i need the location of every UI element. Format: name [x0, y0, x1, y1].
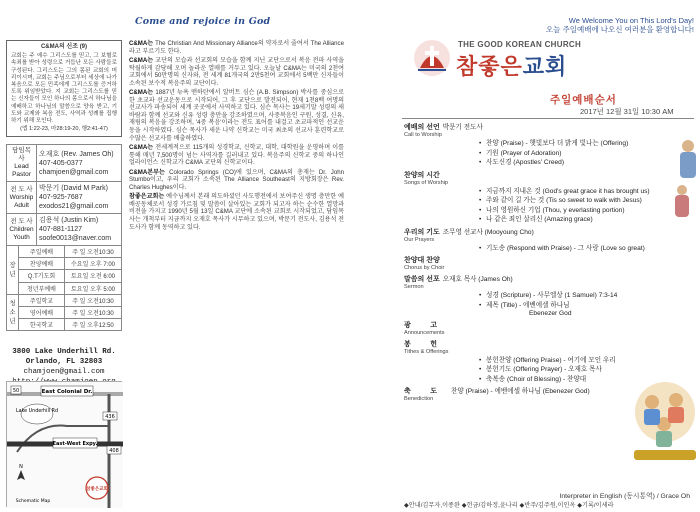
section-leader: 박문기 전도사	[442, 124, 483, 131]
schedule-name: 청년부예배	[19, 282, 65, 294]
cma-paragraph: C&MA는 전세계적으로 115개의 성경학교, 신학교, 대학, 대학원을 운영하며 이를 통해 매년 7,500명이 넘는 사역자를 길러내고 있다. 복음주의 신학교 중의 하나인 얼라이언스 신학교가 C&MA 교단의 신학교이다.	[129, 144, 344, 167]
cma-keyword: C&MA는	[129, 89, 154, 97]
staff-row	[7, 214, 122, 246]
staff-phone: 407-881-1127	[39, 226, 83, 233]
section-sermon	[404, 276, 694, 318]
map-route-50: 50	[12, 388, 20, 394]
staff-name: 김용석 (Justin Kim)	[39, 217, 99, 224]
schedule-row	[7, 270, 122, 282]
map-label-colonial: East Colonial Dr.	[41, 389, 93, 395]
banner-text: Come and rejoice in God	[135, 16, 271, 27]
cma-paragraph: C&MA는 교단의 모습과 선교회의 모습을 함께 지닌 교단으로서 복음 전파 사역을 탁월하게 감당해 오며 놀라운 열매를 거두고 있다. 오늘날 C&MA는 미국의 2천여 교회에서 50만명의 신자와, 전 세계 81개국의 2만5천여 교회에서 5백만 신자들이 소속된 보수적 복음주의 교단이다.	[129, 57, 344, 87]
order-item: • 사도신경 (Apostles' Creed)	[486, 158, 694, 168]
cma-keyword: 참좋은교회는	[129, 193, 165, 201]
staff-info	[37, 214, 122, 246]
church-name-ko	[456, 50, 567, 81]
sermon-title-en: Ebenezer God	[529, 310, 572, 317]
schedule-name: Q.T기도회	[19, 270, 65, 282]
section-title: 찬양의 시간	[404, 171, 440, 179]
schedule-row	[7, 258, 122, 270]
welcome-en: We Welcome You on This Lord's Day!	[568, 16, 694, 25]
cma-keyword: C&MA는	[129, 40, 154, 47]
welcome-message	[546, 16, 694, 34]
order-item: • 나의 영원하신 기업 (Thou, y everlasting portion)	[486, 206, 694, 216]
schedule-table	[6, 245, 122, 331]
staff-name: 오재호 (Rev. James Oh)	[39, 150, 114, 158]
church-name-en: THE GOOD KOREAN CHURCH	[458, 40, 582, 49]
schedule-time: 토요일 오후 5:00	[65, 282, 122, 294]
map-graphic	[7, 382, 123, 508]
schedule-time: 주 일 오후12:50	[65, 319, 122, 331]
section-choir	[404, 257, 694, 272]
map-schematic-label: Schematic Map	[15, 499, 51, 504]
staff-table	[6, 144, 122, 246]
staff-phone: 407-925-7687	[39, 194, 83, 201]
map-church-label: 참좋은교회	[86, 487, 108, 492]
service-title: 주일예배순서	[550, 94, 617, 106]
section-title: 찬양대 찬양	[404, 257, 440, 264]
order-item: • 기원 (Prayer of Adoration)	[486, 149, 694, 159]
staff-role: 담임목사 Lead Pastor	[7, 145, 37, 182]
staff-role: 전 도 사 Children Youth	[7, 214, 37, 246]
section-subtitle: Tithes & Offerings	[404, 348, 449, 355]
creed-box	[6, 40, 122, 137]
schedule-row	[7, 306, 122, 318]
schedule-group-youth: 청 소 년	[7, 294, 19, 331]
schedule-row	[7, 246, 122, 258]
schedule-time: 수요일 오후 7:00	[65, 258, 122, 270]
service-date: 2017년 12월 31일 10:30 AM	[580, 107, 674, 116]
cma-keyword: C&MA는	[129, 57, 154, 65]
section-subtitle: Call to Worship	[404, 132, 442, 138]
section-songs-of-worship	[404, 172, 694, 225]
schedule-name: 찬양예배	[19, 258, 65, 270]
address-email[interactable]: chamjoen@gmail.com	[23, 368, 105, 376]
section-title: 우리의 기도	[404, 228, 440, 236]
section-title: 말씀의 선포	[404, 276, 440, 283]
schedule-time: 주 일 오전10:30	[65, 246, 122, 258]
creed-title: C&MA의 신조 (9)	[40, 44, 88, 50]
order-item: • 기도송 (Respond with Praise) - 그 사랑 (Love so great)	[486, 244, 694, 254]
staff-email[interactable]: chamjoen@gmail.com	[39, 168, 109, 176]
cma-keyword: C&MA는	[129, 144, 154, 152]
order-item: • 나 같은 죄인 살리신 (Amazing grace)	[486, 215, 694, 225]
cma-article	[129, 40, 344, 233]
address-street: 3800 Lake Underhill Rd.	[12, 348, 116, 356]
section-subtitle: Announcements	[404, 329, 445, 336]
order-item: • 주와 같이 길 가는 것 (Tis so sweet to walk with Jesus)	[486, 196, 694, 206]
order-item: • 지금까지 지내온 것 (God's great grace it has brought us)	[486, 187, 694, 197]
location-map	[6, 381, 122, 507]
section-title: 예배의 선언	[404, 124, 440, 131]
church-logo-icon	[412, 38, 452, 78]
cma-paragraph: C&MA본부는 Colorado Springs (CO)에 있으며, C&MA의 총재는 Dr. John Stumbo이고, 우리 교회가 소속된 The Alliance Southeast의 지방회장은 Rev. Charles Hughes이다.	[129, 168, 344, 191]
decorative-figures-icon	[668, 134, 700, 234]
schedule-group-adult: 장 년	[7, 246, 19, 295]
order-item: • 봉헌찬양 (Offering Praise) - 여기에 모인 우리	[486, 356, 694, 366]
staff-name: 박문기 (David M Park)	[39, 185, 108, 192]
map-label-expy: East-West Expy.	[52, 441, 98, 447]
section-leader: 조무영 선교사 (Mooyoung Cho)	[442, 228, 534, 236]
section-subtitle: Sermon	[404, 284, 424, 290]
service-helpers: ◆안내/김무자,이종완 ◆헌금/김하정,윤나리 ◆반주/김주원,이인옥 ◆기록/이세라	[404, 502, 614, 509]
section-call-to-worship	[404, 124, 694, 168]
benediction-item: 찬양 (Praise) - 에벤에셀 하나님 (Ebenezer God)	[450, 388, 590, 395]
staff-info	[37, 182, 122, 214]
staff-email[interactable]: soofe0013@naver.com	[39, 235, 112, 242]
schedule-time: 토요일 오전 6:00	[65, 270, 122, 282]
staff-row	[7, 182, 122, 214]
order-item: • 찬양 (Praise) - 햇빛보다 더 밝게 빛나는 (Offering)	[486, 139, 694, 149]
schedule-row	[7, 294, 122, 306]
order-of-worship	[404, 124, 694, 407]
schedule-time: 주 일 오전10:30	[65, 306, 122, 318]
creed-body: 교회는 주 예수 그리스도를 믿고, 그 보혈로 속죄를 받아 성령으로 거듭난 모든 사람들로 구성된다. 그리스도는 그의 몸된 교회의 머리이시며, 교회는 주님으로부터 세상에 나가 복음으로 모든 민족에게 그리스도를 증거하도록 위임받았다. 지 교회는 그리스도를 믿는 신자들이 모인 하나의 몸으로서 하나님을 예배하고 하나님의 말씀으로 양육 받고, 기도와 교제와 복음 전도, 사역과 성례를 집행하기 위해 모인다.	[11, 53, 117, 125]
map-north: N	[19, 464, 23, 470]
staff-email[interactable]: exodos21@gmail.com	[39, 203, 109, 210]
schedule-name: 주일예배	[19, 246, 65, 258]
church-name-ko-main: 참좋은	[456, 54, 523, 79]
map-label-underhill: Lake Underhill Rd	[15, 409, 59, 414]
cma-paragraph: C&MA는 The Christian And Missionary Alliance의 약자로서 줄여서 The Alliance라고 부르기도 한다.	[129, 40, 344, 55]
section-subtitle: Songs of Worship	[404, 179, 449, 186]
right-panel	[350, 0, 700, 512]
order-item: • 제목 (Title) - 에벤에셀 하나님	[486, 301, 694, 311]
address-city: Orlando, FL 32803	[25, 358, 103, 366]
section-title: 광 고	[404, 321, 437, 329]
section-leader: 오재호 목사 (James Oh)	[442, 276, 513, 283]
order-item: • 봉헌기도 (Offering Prayer) - 오재호 목사	[486, 365, 694, 375]
schedule-row	[7, 319, 122, 331]
schedule-row	[7, 282, 122, 294]
section-subtitle: Benediction	[404, 396, 434, 402]
section-announcements	[404, 322, 694, 337]
order-item: • 축복송 (Choir of Blessing) - 찬양대	[486, 375, 694, 385]
map-route-436: 436	[105, 414, 115, 420]
staff-phone: 407-405-0377	[39, 159, 83, 167]
cma-paragraph: C&MA는 1887년 뉴욕 맨하탄에서 알버트 심슨 (A.B. Simpson) 박사를 중심으로 한 초교파 선교운동으로 시작되어, 그 후 교단으로 발전되어, 현재 1천8백 여명의 선교사가 파송되어 세계 곳곳에서 사역하고 있다. 심슨 목사는 19세기말 성령의 새바람과 함께 선교와 신유 성령 충만을 강조하였으며, 사중복음인 구원, 성결, 신유, 재림의 복음을 강조하며, '4중 복음'이라는 전도 표어를 내걸고 초교파적인 선교운동을 시작하였다. 심슨 목사가 세운 나약 신학교는 미국 최초의 선교사 훈련학교로 수많은 선교사를 배출하였다.	[129, 89, 344, 142]
section-our-prayers	[404, 229, 694, 254]
welcome-ko: 오늘 주일예배에 나오신 여러분을 환영합니다!	[545, 25, 694, 34]
staff-info	[37, 145, 122, 182]
staff-row	[7, 145, 122, 182]
church-name-ko-tail: 교회	[522, 54, 568, 79]
cma-paragraph: 참좋은교회는 예수님께서 본래 의도하셨던 사도행전에서 보여주신 생명 충만한 예배공동체로서 성경 가르침 및 말씀이 살아있는 교회가 되고자 하는 순수한 열망과 비전을 가지고 1990년 5월 13일 C&MA 교단에 소속된 교회로 시작되었고, 담임목사는 개척부터 지금까지 오재호 목사가 시무하고 있으며, 박문기 전도사, 김용석 전도사가 함께 동역하고 있다.	[129, 193, 344, 231]
cma-keyword: C&MA본부는	[129, 168, 165, 176]
map-route-408: 408	[109, 448, 119, 454]
schedule-name: 영어예배	[19, 306, 65, 318]
schedule-time: 주 일 오전10:30	[65, 294, 122, 306]
order-item: • 성경 (Scripture) - 사무엘상 (1 Samuel) 7:3-14	[486, 291, 694, 301]
interpreter-note: Interpreter in English (동시통역) / Grace Oh	[559, 493, 690, 500]
divider	[402, 118, 694, 119]
schedule-name: 한국학교	[19, 319, 65, 331]
creed-reference: (엡 1:22-23, 마28:19-20, 행2:41-47)	[20, 126, 108, 133]
children-illustration-icon	[630, 372, 700, 467]
section-subtitle: Our Prayers	[404, 236, 435, 243]
staff-role: 전 도 사 Worship Adult	[7, 182, 37, 214]
section-subtitle: Chorus by Choir	[404, 265, 445, 271]
section-title: 축 도	[404, 388, 437, 395]
schedule-name: 주일학교	[19, 294, 65, 306]
section-title: 봉 헌	[404, 340, 437, 348]
